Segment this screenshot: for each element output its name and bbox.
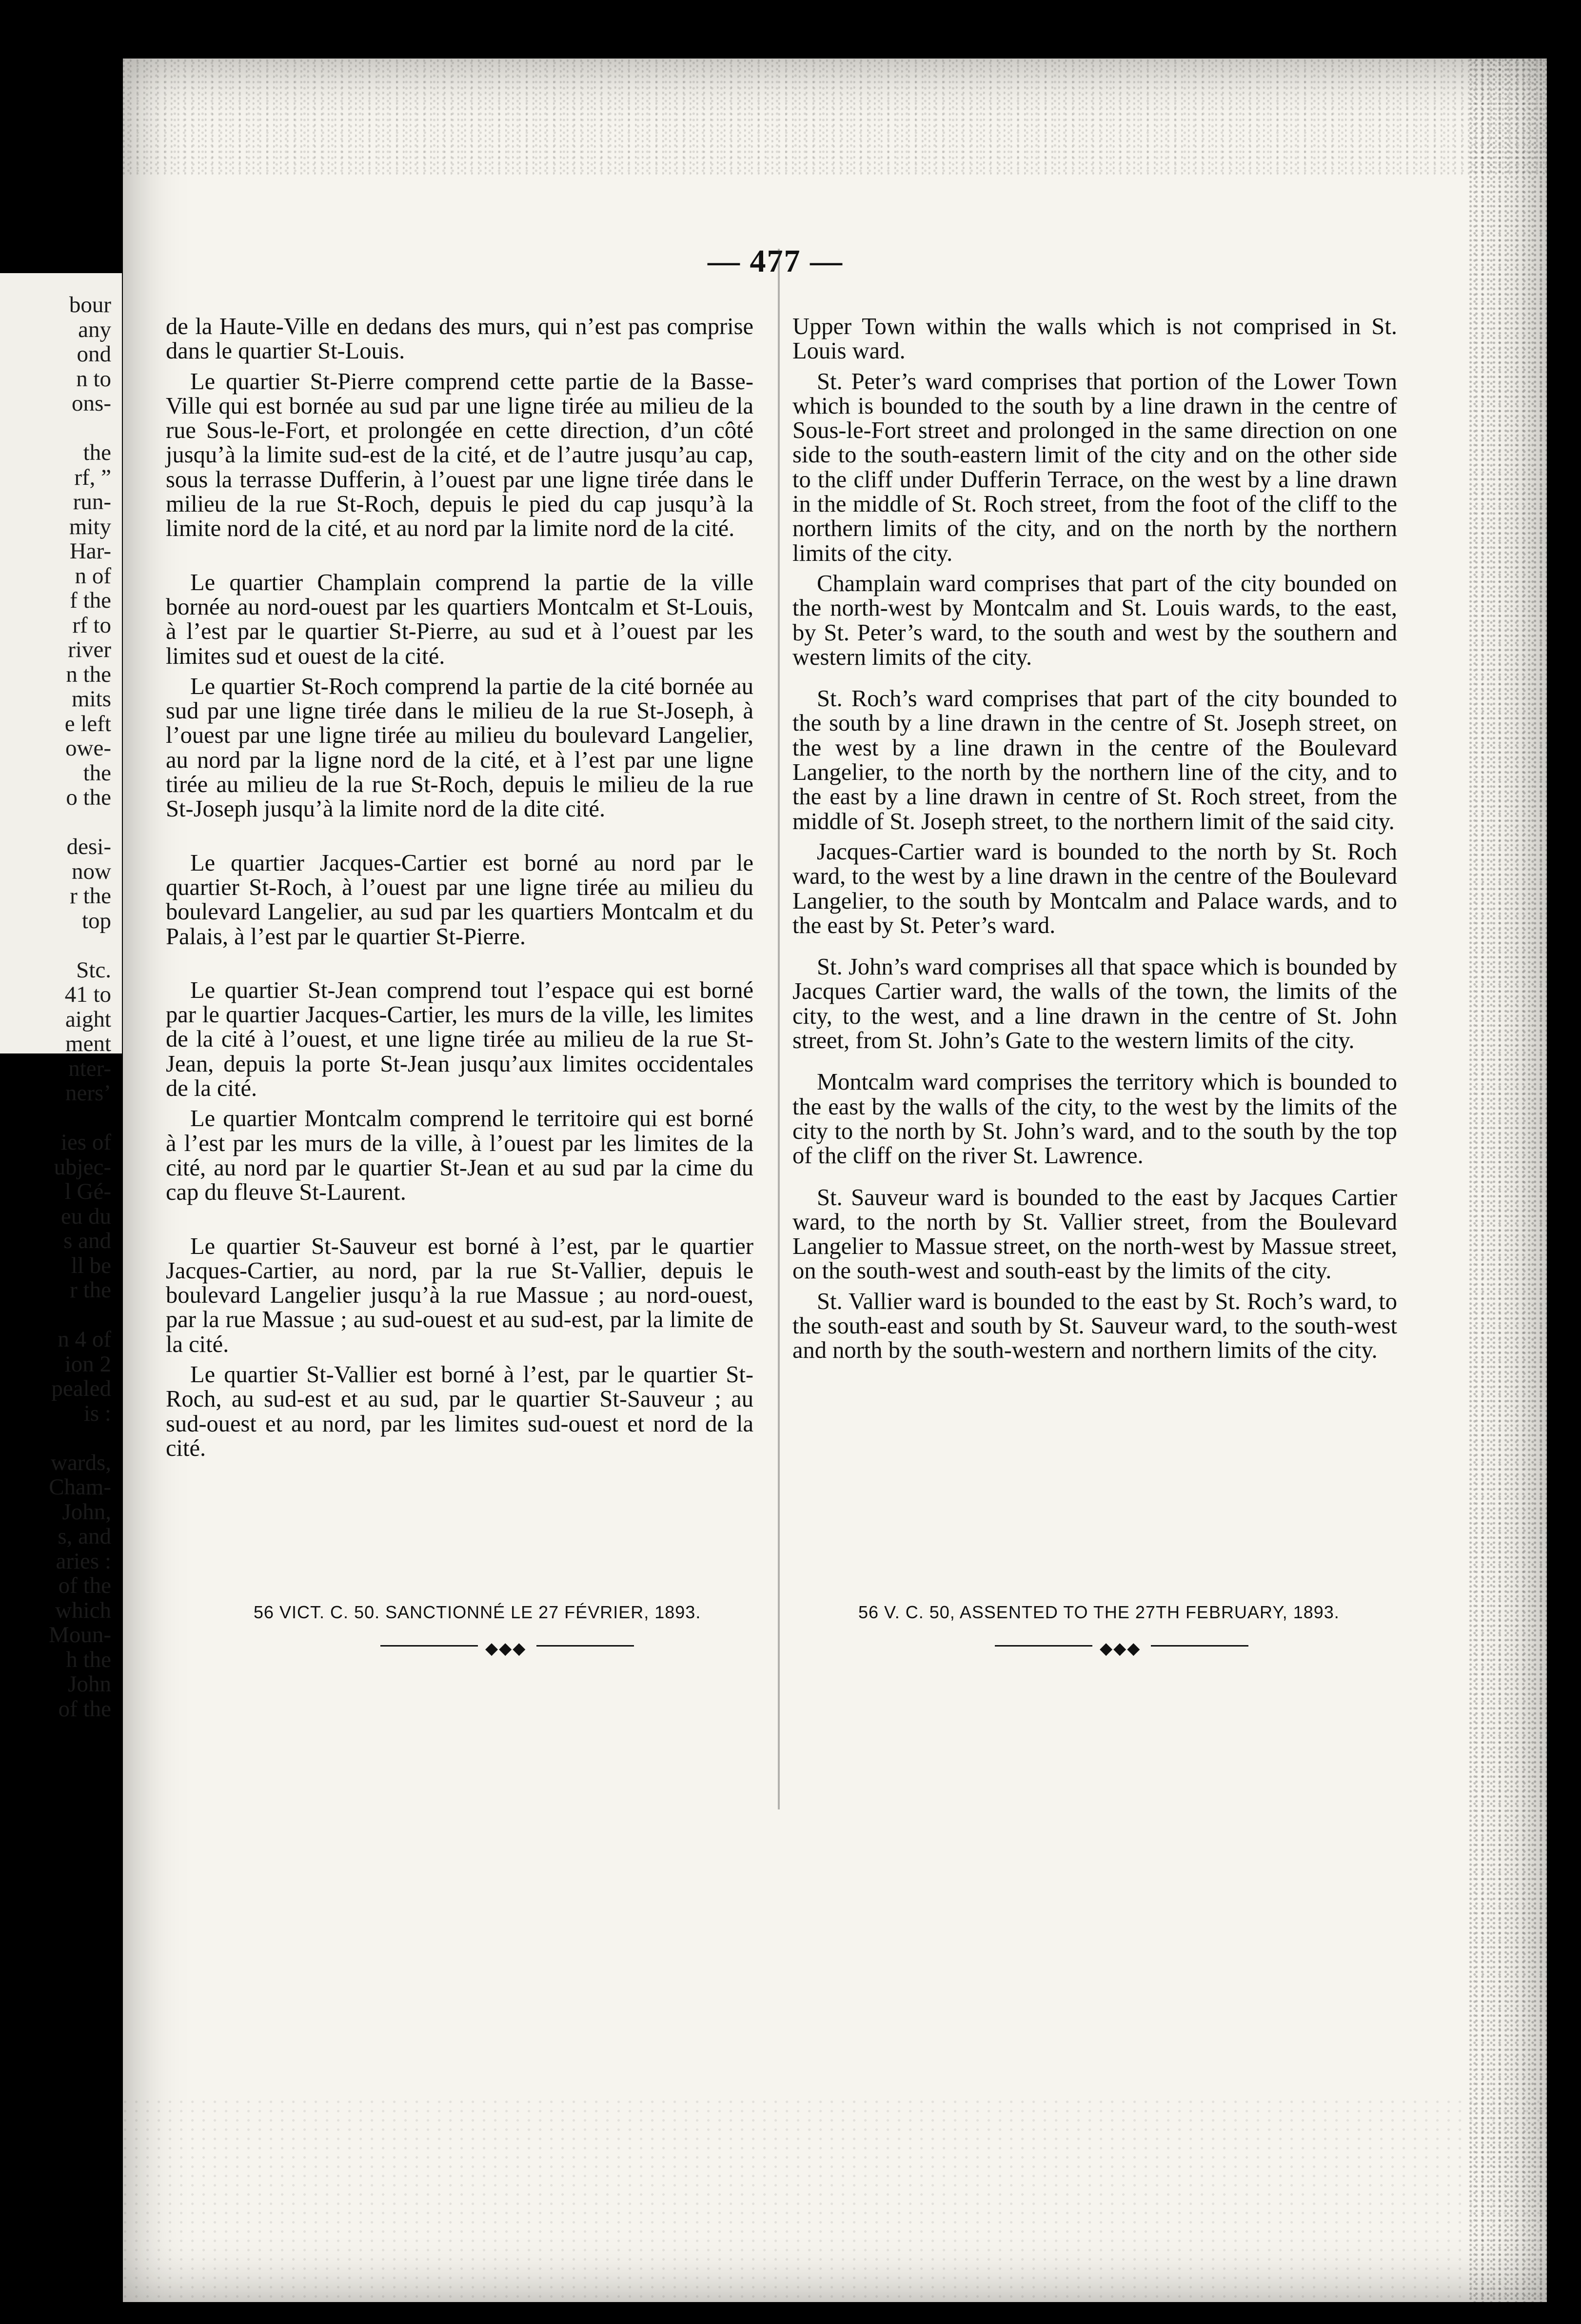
margin-fragment: n 4 of: [58, 1327, 111, 1352]
margin-fragment: mits: [72, 687, 111, 712]
margin-fragment: is :: [83, 1401, 111, 1426]
margin-fragment: ond: [77, 342, 111, 367]
margin-fragment: ners’: [65, 1081, 111, 1106]
en-paragraph-champlain: Champlain ward comprises that part of the city bounded on the north-west by Montcalm and St. Louis wards, to the east, by St. Peter’s ward, to the south and west by the southern and western limits of the city.: [792, 570, 1397, 670]
margin-fragment: n of: [75, 563, 111, 588]
margin-fragment: f the: [70, 588, 111, 613]
margin-fragment: h the: [66, 1647, 111, 1672]
french-sanction-note: 56 VICT. C. 50. SANCTIONNÉ LE 27 FÉVRIER, 1893.: [254, 1602, 701, 1622]
margin-fragment: r the: [70, 884, 111, 909]
ornament-dots: ◆◆◆: [1100, 1640, 1141, 1658]
margin-fragment: of the: [58, 1573, 111, 1598]
margin-fragment: now: [72, 859, 111, 884]
margin-fragment: bour: [69, 293, 111, 318]
page-number: — 477 —: [708, 243, 843, 279]
margin-fragment: [4, 416, 111, 441]
margin-fragment: ll be: [71, 1253, 111, 1278]
margin-fragment: Moun-: [49, 1623, 111, 1648]
fr-paragraph-st-vallier: Le quartier St-Vallier est borné à l’est, par le quartier St-Roch, au sud-est et au sud, par le quartier St-Sauveur ; au sud-ouest et au nord, par les limites sud-ouest et nord de la cité.: [166, 1361, 753, 1461]
margin-fragment: [4, 810, 111, 835]
margin-fragment: [4, 1303, 111, 1328]
english-column: [792, 315, 1397, 1363]
margin-fragment: e left: [64, 711, 111, 736]
fr-paragraph-st-sauveur: Le quartier St-Sauveur est borné à l’est, par le quartier Jacques-Cartier, au nord, par la rue St-Vallier, depuis le boulevard Langelier jusqu’à la rue Massue ; au nord-ouest, par la rue Massue ; au sud-ouest et au sud-est, par la limite de la cité.: [166, 1233, 753, 1357]
margin-fragment: [4, 1106, 111, 1131]
margin-fragment: owe-: [65, 736, 111, 761]
scan-noise-right: [1469, 59, 1547, 2302]
margin-fragment: river: [68, 637, 111, 662]
margin-fragment: Har-: [69, 539, 111, 564]
french-ornament-rule: [380, 1640, 634, 1658]
english-sanction-note: 56 V. C. 50, ASSENTED TO THE 27TH FEBRUARY, 1893.: [858, 1602, 1340, 1622]
ornament-dots: ◆◆◆: [485, 1640, 527, 1658]
margin-fragment: s, and: [58, 1524, 111, 1549]
en-paragraph-1: Upper Town within the walls which is not comprised in St. Louis ward.: [792, 314, 1397, 364]
french-column: [166, 315, 753, 1461]
fr-paragraph-st-roch: Le quartier St-Roch comprend la partie de la cité bornée au sud par une ligne tirée dans le milieu de la rue St-Joseph, à l’ouest par une ligne tirée au milieu du boulevard Langelier, au nord par la ligne nord de la cité, et à l’est par une ligne tirée au milieu de la rue St-Roch, depuis le milieu de la rue St-Joseph jusqu’à la limite nord de la dite cité.: [166, 673, 753, 822]
fr-paragraph-st-pierre: Le quartier St-Pierre comprend cette partie de la Basse-Ville qui est bornée au sud par une ligne tirée au milieu de la rue Sous-le-Fort, et prolongée en cette direction, d’un côté jusqu’à la limite sud-est de la cité, et de l’autre jusqu’au cap, sous la terrasse Dufferin, à l’ouest par une ligne tirée dans le milieu de la rue St-Roch, depuis le pied du cap jusqu’à la limite nord de la cité, et au nord par la limite nord de la cité.: [166, 368, 753, 542]
margin-fragment: [4, 1426, 111, 1450]
margin-fragment: ubjec-: [54, 1154, 111, 1179]
en-paragraph-st-john: St. John’s ward comprises all that space which is bounded by Jacques Cartier ward, the walls of the town, the limits of the city, to the west, and a line drawn in the centre of St. John street, from St. John’s Gate to the western limits of the city.: [792, 954, 1397, 1054]
margin-fragment: desi-: [66, 834, 111, 859]
en-paragraph-st-sauveur: St. Sauveur ward is bounded to the east by Jacques Cartier ward, to the north by St. Vallier street, from the Boulevard Langelier to Massue street, on the north-west by Massue street, on the south-west and south-east by the limits of the city.: [792, 1184, 1397, 1284]
margin-fragment: r the: [70, 1278, 111, 1303]
margin-fragment: o the: [66, 785, 111, 810]
fr-paragraph-jacques-cartier: Le quartier Jacques-Cartier est borné au nord par le quartier St-Roch, à l’ouest par une ligne tirée au milieu du boulevard Langelier, au sud par les quartiers Montcalm et du Palais, à l’est par le quartier St-Pierre.: [166, 850, 753, 950]
margin-fragment: any: [78, 317, 111, 342]
margin-fragment: wards,: [51, 1450, 111, 1475]
margin-fragment: rf, ”: [74, 465, 111, 490]
margin-fragment: mity: [69, 514, 111, 539]
margin-fragment: Cham-: [49, 1475, 111, 1500]
fr-paragraph-1: de la Haute-Ville en dedans des murs, qui n’est pas comprise dans le quartier St-Louis.: [166, 314, 753, 364]
en-paragraph-jacques-cartier: Jacques-Cartier ward is bounded to the north by St. Roch ward, to the west by a line drawn in the centre of the Boulevard Langelier, to the south by Montcalm and Palace wards, and to the east by St. Peter’s ward.: [792, 838, 1397, 938]
scan-noise-bottom: [123, 2097, 1547, 2302]
margin-fragment: the: [83, 760, 111, 785]
margin-fragment: which: [55, 1598, 111, 1623]
margin-fragment: 41 to: [64, 982, 111, 1007]
margin-fragment: aight: [65, 1007, 111, 1032]
margin-fragment: John: [68, 1672, 111, 1697]
fr-paragraph-montcalm: Le quartier Montcalm comprend le territoire qui est borné à l’est par les murs de la ville, à l’ouest par les limites de la cité, au nord par le quartier St-Jean et au sud par la cime du cap du fleuve St-Laurent.: [166, 1106, 753, 1206]
margin-fragment: top: [81, 908, 111, 933]
margin-fragment: l Gé-: [64, 1179, 111, 1204]
en-paragraph-st-roch: St. Roch’s ward comprises that part of the city bounded to the south by a line drawn in the centre of St. Joseph street, on the west by a line drawn in the centre of the Boulevard Langelier, to the north by the northern line of the city, and to the east by a line drawn in centre of St. Roch street, from the middle of St. Joseph street, to the northern limit of the said city.: [792, 686, 1397, 834]
margin-fragment: John,: [62, 1499, 111, 1524]
en-paragraph-st-peter: St. Peter’s ward comprises that portion of the Lower Town which is bounded to the south by a line drawn in the centre of Sous-le-Fort street and prolonged in the same direction on one side to the south-eastern limit of the city and on the other side to the cliff under Dufferin Terrace, on the west by a line drawn in the middle of St. Roch street, from the foot of the cliff to the northern limits of the city, and on the north by the northern limits of the city.: [792, 368, 1397, 566]
margin-fragment: [4, 933, 111, 958]
margin-fragment: Stc.: [76, 957, 111, 982]
fr-paragraph-champlain: Le quartier Champlain comprend la partie de la ville bornée au nord-ouest par les quartiers Montcalm et St-Louis, à l’est par le quartier St-Pierre, au sud et à l’ouest par les limites sud et ouest de la cité.: [166, 569, 753, 669]
margin-fragment: s and: [63, 1229, 111, 1253]
en-paragraph-montcalm: Montcalm ward comprises the territory which is bounded to the east by the walls of the city, to the west by the limits of the city to the north by St. John’s ward, and to the south by the top of the cliff on the river St. Lawrence.: [792, 1069, 1397, 1169]
margin-fragment: ment: [65, 1032, 111, 1056]
margin-fragment: aries :: [56, 1549, 111, 1573]
margin-fragment: pealed: [51, 1376, 111, 1401]
margin-fragment: of the: [58, 1696, 111, 1721]
margin-fragment: run-: [73, 490, 111, 515]
margin-fragment: ies of: [60, 1130, 111, 1155]
column-divider: [778, 249, 780, 1809]
en-paragraph-st-vallier: St. Vallier ward is bounded to the east by St. Roch’s ward, to the south-east and south by St. Sauveur ward, to the south-west and north by the south-western and northern limits of the city.: [792, 1288, 1397, 1364]
margin-fragment: ion 2: [64, 1351, 111, 1376]
margin-text-fragments: [4, 293, 111, 1721]
scan-noise-top: [123, 59, 1547, 176]
margin-fragment: n the: [66, 662, 111, 687]
fr-paragraph-st-jean: Le quartier St-Jean comprend tout l’espace qui est borné par le quartier Jacques-Cartier, les murs de la ville, les limites de la cité à l’ouest, et une ligne tirée au milieu de la rue St-Jean, depuis la porte St-Jean jusqu’aux limites occidentales de la cité.: [166, 977, 753, 1102]
margin-fragment: n to: [76, 366, 111, 391]
margin-fragment: ons-: [72, 391, 111, 416]
margin-fragment: rf to: [72, 613, 111, 637]
margin-fragment: nter-: [68, 1056, 111, 1081]
margin-fragment: the: [83, 440, 111, 465]
margin-fragment: eu du: [60, 1204, 111, 1229]
english-ornament-rule: [995, 1640, 1248, 1658]
